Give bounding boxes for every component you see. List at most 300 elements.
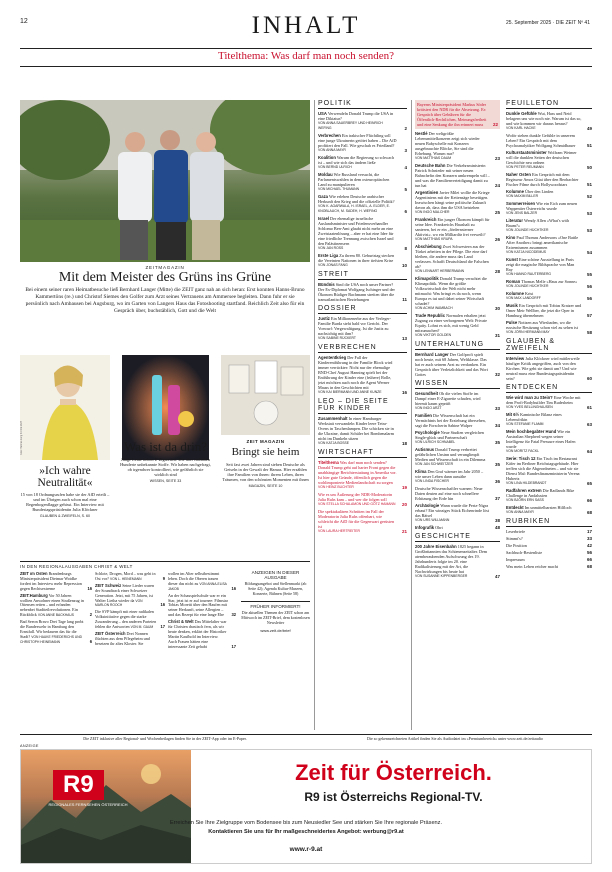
regional-item[interactable]: Bad Seeon Bravo Drei Tage lang probt die Bundeswehr in Hamburg den Ernstfall. Wir bedauern das für die Stadt? VON HAUKE FRIEDERICHS UND CHRISTOPH HEINEMANN 6 (20, 619, 92, 644)
toc-item-title: Familien (415, 413, 432, 418)
toc-item-text: Neue Studien vergleichen Single-glück und Partnerschaft (415, 430, 484, 440)
section-wirtschaft: WIRTSCHAFT (318, 449, 407, 458)
toc-item[interactable] (318, 216, 407, 251)
toc-item-page: 38 (494, 518, 500, 523)
toc-item-text: Ein junger Ökonom kämpft für seine Idee. Frankreichs Haushalt zu sanieren, bei er ein „fördernsterner Aktivist«. wo ein Milliardär frei verweilt? (415, 217, 490, 237)
toc-item-text: Wann wurde die Pertz-Nigra erbaut? Ein winziges Stück Eichenrinde löst das Rätsel (415, 503, 490, 518)
toc-item-page: 56 (586, 550, 592, 555)
toc-item-page: 58 (586, 330, 592, 335)
hero-teaser: Bei einem seiner raren Heimatbesuche ließ Bernhard Langer (Mitte) die ZEIT ganz nah an sich heran: Erst konnten Hanns-Bruno Kammertöns (re.) und Christof Siemes den Golfer zum Arzt seines Vertrauens am Ammersee begleiten. Dann fuhr er sie persönlich nach Ambausen bei Augsburg, wo im Garten von Langers Haus das Fotoshooting startfand. Reichlich Zeit also für ein Gespräch über, buchstäblich, Gott und die Welt (25, 287, 305, 314)
anzeigen-heading: ANZEIGEN IN DIESER AUSGABE (251, 570, 300, 580)
toc-item-page: 47 (494, 574, 500, 579)
toc-item-title: Kolumne (506, 189, 524, 194)
toc-item-author: VON LINA HILDEBRANDT (506, 481, 547, 485)
section-dossier: DOSSIER (318, 305, 407, 314)
toc-item[interactable] (506, 529, 592, 534)
hero-kicker: ZEITMAGAZIN (145, 265, 185, 270)
toc-item-text: Impressum (506, 557, 525, 562)
toc-item-page: 21 (401, 529, 407, 534)
toc-item-text: Eine Woche mit dem Profi-Bodybuilder Tim Budesheim (506, 395, 581, 405)
regional-col-2 (95, 572, 165, 649)
toc-item-text: Zwei Schwestern aus der Türkei arbeiten in der Pflege. Die eine darf bleiben, die andere muss das Land verlassen. Schafft Deutschland die Falschen ab? (415, 244, 489, 269)
toc-item-page: 33 (586, 536, 592, 541)
regional-col-4 (241, 570, 310, 633)
toc-item-page: 36 (494, 479, 500, 484)
regional-item[interactable]: An der Schauspielschule war er ein Star, jetzt ist er auf tournee: Filmstar Tobias Moretti über den Haufen mit seiner Herkunft, seine Allergien – und das Rezept für eine lange Ehe 32 (168, 592, 236, 618)
toc-item-title: Koalition (318, 155, 336, 160)
toc-item[interactable] (506, 279, 592, 289)
ad-body-1: Erreichen Sie Ihre Zielgruppe vom Bodensee bis zum Neusiedler See und stärken Sie Ihre regionale Präsenz. (169, 820, 443, 826)
toc-item-page: 42 (586, 543, 592, 548)
toc-item[interactable] (415, 190, 500, 215)
toc-item[interactable] (318, 316, 407, 341)
toc-item-page: 56 (586, 296, 592, 301)
toc-item[interactable] (415, 447, 500, 467)
toc-item[interactable] (506, 111, 592, 131)
toc-item-title: Zusammenhalt (318, 416, 348, 421)
page-number: 12 (20, 18, 28, 25)
toc-item[interactable] (506, 150, 592, 170)
toc-item-author: VON INGO ARZT (415, 406, 442, 410)
toc-item-title: Kolumne (506, 291, 524, 296)
toc-item-text: Die Radlands Bike Challenge in Andalusien (506, 488, 575, 498)
toc-item-text: Der weltgrößte Lebensmittelkonzern zeigt sich wieder neuen Babyschelle mit Konzern ausgebrauchte Blöcke, Sie sind die Erhebung. Warum nur? (415, 131, 480, 156)
toc-item-page: 68 (586, 510, 592, 515)
toc-item-page: 52 (586, 194, 592, 199)
toc-item-text: Thomas Melle »Haus zur Sonne« (521, 279, 578, 284)
toc-item-page: 10 (401, 263, 407, 268)
section-feuilleton: FEUILLETON (506, 100, 592, 109)
feature-teaser: Seit fast zwei Jahren sind sieben Deutsche als Geiseln in der Gewalt der Hamas. Hier erzählen ihre Familien von ihnen: ihrem Leben, ihren Träumen, von den schönsten Momenten mit ihnen (222, 462, 309, 482)
toc-item-author: VON HANNO RAUTERBERG (506, 272, 552, 276)
toc-item-page: 35 (494, 462, 500, 467)
ad-logo: R9 (53, 770, 104, 800)
toc-item-title: Argentinien (415, 190, 439, 195)
toc-item-page: 5 (404, 187, 407, 192)
toc-item[interactable] (506, 488, 592, 503)
toc-item-text: Was mein Leben reicher macht (506, 564, 558, 569)
toc-item[interactable] (506, 356, 592, 381)
toc-item[interactable] (506, 456, 592, 486)
toc-item-title: Moldau (318, 172, 333, 177)
toc-item-title: Erste Liga (318, 253, 339, 258)
toc-item-author: VON KATJA BOSSE (318, 441, 350, 445)
toc-item-title: Roman (506, 279, 521, 284)
toc-item-text: Die Wissenschaft hat ein Vermächtnis bei der Erziehung übersehen, sagt die Forscherin Sabine Walper (415, 413, 486, 428)
toc-item-soeder[interactable]: Bayerns Ministerpräsident Markus Söder kritisiert den NDR für die Absetzung. Er: Gespräch über Gebühren für die Öffentlich-Rechtlichen, Meinungsfreiheit und eine Senkung die ihn erinnert muss 22 (417, 102, 498, 127)
toc-item-page: 17 (586, 529, 592, 534)
column-left (318, 100, 407, 730)
toc-item-text: Paul Thomas Andersons »One Battle After Another« bringt amerikanische Extremismen zusammen (506, 235, 579, 250)
toc-item-text: Der ehemalige israelische Auslandsminister und Friedensverhandler Schlomo Ben-Ami glaubt nicht mehr an eine Zweistaatenlösung – aber er hat eine Idee für eine friedliche Trennung zwischen Israel und den Palästinensern (318, 216, 394, 246)
regional-item[interactable]: ZEIT im Osten Brandenburgs Ministerpräsident Dietmar Woidke fordert im Interview mehr Repression gegen Rechtsextreme 16 (20, 572, 92, 591)
toc-item-page: 53 (586, 211, 592, 216)
toc-item-author: VON URS WILLMANN (415, 518, 450, 522)
toc-item-page: 68 (586, 564, 592, 569)
toc-item[interactable] (506, 550, 592, 555)
issue-date: 25. September 2025 · DIE ZEIT Nº 41 (506, 20, 590, 26)
toc-item-text: Wie ein Australian Shepherd wegen seiner Intelligenz für Fatal Pressure eines Hafen wurde (506, 429, 576, 449)
toc-item-page: 60 (586, 376, 592, 381)
toc-item-text: Die Position (506, 543, 527, 548)
toc-item[interactable] (415, 430, 500, 445)
toc-item-title: Sommerreisen (506, 201, 536, 206)
toc-item-author: VON MAXIM BILLER (506, 194, 539, 198)
toc-item[interactable] (318, 460, 407, 490)
toc-item[interactable] (506, 543, 592, 548)
toc-item-text: Wie ein Eich zum neuen Wappentier Österreichs wurde (506, 201, 578, 211)
feature-photo-kloeckner (20, 355, 110, 460)
ad-logo-sub: REGIONALES FERNSEHEN ÖSTERREICH (48, 802, 128, 807)
toc-item[interactable] (318, 253, 407, 268)
toc-item-page: 37 (494, 496, 500, 501)
toc-item[interactable] (415, 352, 500, 377)
regional-item[interactable]: ZEIT:Hamburg Vor 50 Jahren wollten Anwohner einen Straßenzug in Ottensen retten – und erfanden nebenbei Stadtteilrevolutionen. Ein Rückblick VON ANNE BACKHAUS 2 (20, 592, 92, 618)
feature-kicker: ZEIT MAGAZIN (246, 439, 285, 444)
photo-credit: Foto: Hannes Jung für DIE ZEIT (20, 420, 23, 455)
toc-item-author: VON LENNART HERBERMANN (415, 269, 465, 273)
toc-item-author: VON KATJA NICODEMUS (506, 250, 547, 254)
toc-item-text: Kaminische Bilanz eines Lebensfriktn (506, 412, 562, 422)
toc-item-page: 65 (586, 481, 592, 486)
toc-item[interactable] (506, 536, 592, 541)
toc-item[interactable] (318, 492, 407, 507)
toc-item[interactable] (506, 133, 592, 148)
toc-item-title: Musik (506, 303, 518, 308)
regional-item[interactable]: ZEIT Schweiz Seine Lieder waren der Soundtrack einer Schweizer Generation. Jetzt, mit 75 Jahren, ist Walter Lietha wieder da VON MARLON ROOCH 16 (95, 582, 165, 608)
feature-teaser: 15 von 18 Ordnungsrufen habe sie der AfD erteilt – und im Übrigen auch schon mal eine Regenbogenflagge gehisst. Ein Interview mit Bundestagspräsidentin Julia Klöckner (20, 492, 110, 512)
toc-item-author: VON YVES BELLINGHAUSEN (506, 405, 553, 409)
feature-teaser: Junge Leute lieben E-Zigaretten. Die aber enthalten Hunderte unbekannte Stoffe. Wir haben nachgefragt, ob irgendwer kontrolliert, wie gefährlich sie wirklich sind (120, 457, 211, 477)
toc-item[interactable] (506, 235, 592, 255)
frueher-text: Die aktuellen Themen der ZEIT schon am Mittwoch im ZEIT-Brief, dem kostenlosen Newsletter (241, 610, 310, 625)
toc-item-author: VON KARL HACKE (506, 126, 536, 130)
toc-item-text: Wie erleben Deutsche arabischer Herkunft den Krieg und die offizielle Politik? (318, 194, 395, 204)
toc-item-text: Sind die USA noch unser Partner? Der Ex-Diplomat Wolfgang Ischinger und der Ökonom Rüdiger Bachmann streiten über die transatlantischen Beziehungen (318, 282, 395, 302)
toc-item-page: 53 (586, 228, 592, 233)
toc-item-title: Interview (506, 356, 525, 361)
toc-item[interactable] (415, 486, 500, 501)
toc-item[interactable] (415, 413, 500, 428)
toc-item-author: VON LINDA FISCHER (415, 479, 449, 483)
toc-item-title: Frankreich (415, 217, 437, 222)
regional-col-3 (168, 572, 236, 652)
toc-item[interactable] (318, 355, 407, 395)
toc-item-page: 23 (494, 156, 500, 161)
footer-note-right: Die so gekennzeichneten Artikel finden Sie als Audiodatei im »Premiumbereich« unter www.zeit.de/zeitaudio (366, 736, 544, 741)
toc-item-title: Pulse (506, 320, 518, 325)
footer-note-left: Die ZEIT inklusive aller Regional- und Wochenbeilagen finden Sie in der ZEIT-App oder im E-Paper. (83, 736, 247, 741)
toc-item-text: Die spektakulären Schritten im Fall der Moderatorin Julia Ruhs offenbart, wie schleicht die AfD für die Gegenwart gerüsten ist (318, 509, 395, 529)
hero-photo (20, 100, 310, 262)
newsletter-link[interactable]: www.zeit.de/brief (260, 627, 291, 633)
toc-item-title: Kulturstaatsminister (506, 150, 547, 155)
toc-item[interactable] (506, 320, 592, 335)
toc-item-author: VON BJÖRN ERN SASS (506, 498, 544, 502)
toc-item-text: Ohrt (435, 525, 443, 530)
toc-item-author: VON MORITZ FACKL (506, 449, 539, 453)
toc-item-title: Radfahren extrem (506, 488, 542, 493)
toc-item-title: Klimapolitik (415, 276, 439, 281)
toc-item-title: Entdeckt (506, 505, 524, 510)
toc-item-text: Ob die vielen Stoffe im Dampf einer E-Zigarette schaden, wird hiermit kaum geprüft (415, 391, 481, 406)
toc-item-text: Notizen aus Wiesbaden, wo die russische Besitzung schon viel zu sehen ist (506, 320, 578, 330)
feature-meta: WISSEN, SEITE 33 (149, 479, 182, 483)
toc-item-title: Abschiebung (415, 244, 442, 249)
toc-item[interactable] (415, 525, 500, 530)
section-entdecken: ENTDECKEN (506, 384, 592, 393)
toc-item-text: Normalen erhalten jetzt Zugang zu einer verborgenen Welt: Private Equity. Lohnt es sich, mit wenig Geld mitzumachen? (415, 313, 487, 333)
toc-item-text: Ein Tisch im Restaurant Käfer im Berliner Reichstagsgebäude. Hier treffen sich die Abgeordneten – und wir sie Dienst Mal: Bundesfinanzministerin Verena Hubertz (506, 456, 580, 481)
toc-item[interactable] (415, 313, 500, 338)
toc-item-author: VON ANNA SAUERBREY UND HEINRICH WEFING (318, 121, 383, 130)
regional-item[interactable]: ZEIT Österreich Drei Nonnen flüchten aus dem Pflegeheim und besetzen ihr altes Kloster. Sie (95, 630, 150, 646)
toc-item-text: Warum die Regierung so schwach ist – und wie sich das ändern ließe (318, 155, 395, 165)
section-streit: STREIT (318, 271, 407, 280)
toc-item-text: Ein Gespräch mit dem Regisseur Amos Gitai über den Beobachter Fischer Filme durch Hollywoodstars (506, 172, 579, 187)
toc-item-page: 51 (586, 143, 592, 148)
toc-item-author: VON JAN ROSS (318, 246, 344, 250)
regional-item[interactable]: wollen im Alter selbstbestimmt leben. Doch die Oberen trauen dieser das nicht zu VON ANNA-ELISA JAKOB 16 (168, 572, 236, 591)
toc-item-title: Trade Republic (415, 313, 446, 318)
toc-item-author: VON JÖRN HERMANN MAY (506, 330, 550, 334)
toc-item[interactable] (415, 276, 500, 311)
toc-item-author: VON VIKTOR GOLDEN (415, 333, 452, 337)
toc-item-page: 20 (401, 502, 407, 507)
ad-headline: Zeit für Österreich. (295, 760, 492, 785)
toc-item-title: Titelthema (318, 460, 339, 465)
toc-item[interactable] (318, 172, 407, 192)
toc-item[interactable] (415, 391, 500, 411)
toc-item-title: Nestlé (415, 131, 428, 136)
toc-item-page: 25 (494, 210, 500, 215)
toc-item-page: 30 (494, 306, 500, 311)
toc-item[interactable] (506, 257, 592, 277)
toc-item-text: Deutsche Wissenschaftler warnen: Neue Daten deuten auf eine noch schnellere Erhitzung der Erde hin (415, 486, 483, 501)
toc-item-text: Wendy Allen »What's with Baum?« (506, 218, 569, 228)
toc-item-title: Klima (415, 469, 427, 474)
ad-banner[interactable] (20, 749, 592, 864)
regional-col-1 (20, 572, 92, 647)
toc-item-title: Deutsche Bahn (415, 163, 446, 168)
page-title: INHALT (251, 12, 361, 39)
toc-item-author: VON KAI BIERMANN UND ANNE KUNZE (318, 390, 382, 394)
toc-item[interactable] (318, 111, 407, 131)
ad-url[interactable]: www.r-9.at (289, 846, 323, 853)
ad-subline: R9 ist Österreichs Regional-TV. (304, 790, 483, 804)
toc-item-author: VON LAURA HERTREITER (318, 529, 360, 533)
toc-item[interactable] (506, 564, 592, 569)
toc-item-author: VON JOLINDE HÜCHTKER (506, 228, 549, 232)
toc-item-author: VON MATTHIAS KRUPA (415, 237, 453, 241)
toc-item-page: 61 (586, 405, 592, 410)
toc-item[interactable] (506, 189, 592, 199)
toc-item-page: 50 (586, 165, 592, 170)
toc-item-author: VON MAX LANDORFF (506, 296, 541, 300)
toc-item-author: VON JONAS FANG (318, 263, 348, 267)
title-topic: Titelthema: Was darf man noch senden? (218, 50, 394, 62)
toc-item[interactable] (506, 291, 592, 301)
toc-item-page: 8 (404, 246, 407, 251)
toc-item[interactable] (318, 509, 407, 534)
toc-item-page: 64 (586, 449, 592, 454)
toc-item-title: 200 Jahre Eisenbahn (415, 544, 457, 549)
toc-item-text: Über den Linden (524, 189, 554, 194)
toc-item-page: 34 (494, 423, 500, 428)
toc-item-text: Wie es um Äußerung der NDR-Moderatorin Julia Ruhs kam – und wer die folgen soll (318, 492, 393, 502)
toc-item-page: 31 (494, 333, 500, 338)
toc-item[interactable] (318, 155, 407, 170)
toc-item-page: 48 (494, 525, 500, 530)
toc-item-page: 13 (401, 336, 407, 341)
toc-item-title: Kino (506, 235, 516, 240)
toc-item-author: VON ACHIM WAMBACH (415, 306, 453, 310)
toc-item-author: VON SUSANNE KIPPENBERGER (415, 574, 468, 578)
toc-item-text: Wie Russland versucht, die Parlamentswahlen in dem osteuropäischen Land zu manipulieren (318, 172, 390, 187)
toc-item-text: Krisi (524, 291, 534, 296)
toc-item-page: 2 (404, 126, 407, 131)
feature-headline: Was ist da drin? (123, 440, 208, 454)
toc-item-author: VON INGO MALCHER (415, 210, 450, 214)
section-geschichte: GESCHICHTE (415, 533, 500, 542)
toc-item-author: VON JOLINDE HÜCHTKER (506, 284, 549, 288)
toc-item-page: 28 (494, 269, 500, 274)
toc-item-text: Javier Milei wollte die Kriege Argentiniens mit der Kettensäge beseitigen. Inzwischen hängt seine politische Zukunft davon ab, dass ihm die USA beistehen (415, 190, 490, 210)
toc-item[interactable] (415, 503, 500, 523)
toc-item[interactable] (506, 412, 592, 427)
toc-item[interactable] (415, 217, 500, 242)
toc-item-title: Agententkrieg (318, 355, 347, 360)
toc-item-title: Wie wird man zu Stein? (506, 395, 553, 400)
ad-label: ANZEIGE (20, 744, 39, 748)
toc-item-page: 32 (494, 372, 500, 377)
toc-item-title: Israel (318, 216, 329, 221)
feature-ecig[interactable] (120, 440, 211, 483)
toc-item-page: 54 (586, 250, 592, 255)
section-rubriken: RUBRIKEN (506, 518, 592, 527)
toc-item-text: Ein Millionenerbe aus der Verleger-Familie Burda steht bald vor Gericht. Der Vorwurf: Vergewaltigung. Ist die Justiz zu nachsichtig mit ihm? (318, 316, 391, 336)
toc-item-page: 49 (586, 126, 592, 131)
toc-item-page: 66 (586, 557, 592, 562)
toc-item[interactable] (415, 544, 500, 579)
ad-body-2: Kontaktieren Sie uns für Ihr maßgeschneidertes Angebot: werbung@r9.at (208, 829, 404, 835)
toc-item-text: Donald Trump verachtet die Klimapolitik. Wenn die größte Volkswirtschaft der Welt nicht mehr mitmacht: Was bringt es da noch, wenn Europa es tut und dabei seiner Wirtschaft schadet? (415, 276, 487, 306)
toc-item-page: 24 (494, 183, 500, 188)
toc-item-page: 18 (401, 441, 407, 446)
toc-item-text: Der Golfprofi spielt noch heute, mit 68 Jahren, Weltklasse. Das hat er auch seinem Arzt zu verdanken. Ein Gespräch über Verletzlichkeit und das Wort Gottes (415, 352, 488, 377)
toc-item-author: VON ANNA MAYR (318, 148, 346, 152)
section-wissen: WISSEN (415, 380, 500, 389)
toc-item-author: VON STELLA SCHALAMON UND GÖTZ HAMANN (318, 502, 396, 506)
toc-item[interactable] (415, 131, 500, 161)
toc-item-text: Eine schöne Ausstellung in Paris zeigt die magische Bildsprache von Man Ray (506, 257, 575, 272)
toc-item-page: 66 (586, 498, 592, 503)
section-verbrechen: VERBRECHEN (318, 344, 407, 353)
toc-item-author: VON JENS BALZER (506, 211, 538, 215)
toc-item-text: Den Graf wärmer im Jahr 2050 – wie unser Leben dann aussähe (415, 469, 484, 479)
toc-item[interactable] (415, 469, 500, 484)
column-middle (415, 100, 500, 730)
toc-item-title: Serie: Tisch 12 (506, 456, 536, 461)
toc-item-title: Literatur (506, 218, 523, 223)
column-right (506, 100, 592, 730)
toc-item-author: VON ANNA MAYR (506, 510, 534, 514)
toc-item-title: Justiz (318, 316, 330, 321)
section-glauben: GLAUBEN & ZWEIFELN (506, 338, 592, 354)
toc-item-page: 3 (404, 148, 407, 153)
feature-headline: Bringt sie heim (231, 446, 300, 458)
toc-item[interactable] (506, 172, 592, 187)
toc-item-page: 33 (494, 406, 500, 411)
toc-item[interactable] (506, 505, 592, 515)
toc-item[interactable] (506, 395, 592, 410)
toc-item-title: Bernhard Langer (415, 352, 449, 357)
section-unterhaltung: UNTERHALTUNG (415, 341, 500, 350)
toc-item[interactable] (318, 133, 407, 153)
toc-item[interactable] (318, 282, 407, 302)
toc-item-text: Sachbuch-Bestenliste (506, 550, 543, 555)
toc-item-text: Stimmt's? (506, 536, 523, 541)
toc-item[interactable] (506, 429, 592, 454)
regional-header: IN DEN REGIONALAUSGABEN CHRIST & WELT (20, 564, 133, 569)
toc-item-title: Mit 6½ (506, 412, 520, 417)
toc-item[interactable] (506, 218, 592, 233)
toc-item-text: Ein irakischer Flüchtling soll eine junge Ukrainerin getötet haben – Die AfD profitiert den Fall. Wie geschah es Friedland? (318, 133, 397, 148)
feature-headline: »Ich wahre Neutralität« (37, 465, 93, 489)
regional-item[interactable]: Christ & Welt Das Mittelalter war für Christen drastisch fern, als wir heute denken, erklärt der Historiker Martin Kaufhold im Interview. Auch Frauen hätten eine interessante Zeit gehabt 17 (168, 619, 236, 649)
feature-photo-hostages (221, 355, 310, 435)
hero-headline[interactable]: Mit dem Meister des Grüns ins Grüne (58, 270, 272, 285)
toc-item-text: Donald Trump verbreitet gefährlichen Unsinn und verunglimpft Medien und Wissenschaft in ein Dilemma (415, 447, 486, 462)
feature-meta: MAGAZIN, SEITE 10 (248, 484, 283, 488)
feature-kloeckner[interactable] (20, 465, 110, 518)
toc-item[interactable] (506, 303, 592, 318)
toc-item-text: Was darf man noch senden? Donald Trump geht auf harter Front gegen die unabhängige Berichterstattung in Amerika vor. Ist hier gute Gründe, öffentlich gegen die wohlimponierte Medienlandschaft zu sorgen (318, 460, 397, 485)
toc-item-text: Leserbriefe (506, 529, 526, 534)
toc-item-author: VON HEINZ BUCHTER (318, 485, 354, 489)
toc-item-page: 6 (404, 209, 407, 214)
toc-item-title: Verbrechen (318, 133, 341, 138)
toc-item[interactable] (318, 194, 407, 214)
toc-item[interactable] (415, 163, 500, 188)
toc-item[interactable] (318, 416, 407, 446)
toc-item[interactable] (506, 557, 592, 562)
frueher-heading: FRÜHER INFORMIERT! (241, 601, 310, 609)
toc-item-page: 19 (401, 485, 407, 490)
feature-hostages[interactable] (221, 439, 310, 488)
regional-item[interactable]: Die SVP kämpft mit einer radikalen Volksinitiative gegen die starke Zuwanderung – den anderen Parteien fehlen die Antworten VON M. GAUM 17 (95, 609, 165, 630)
toc-item-page: 63 (586, 422, 592, 427)
feature-meta: GLAUBEN & ZWEIFELN, S. 60 (39, 514, 91, 518)
toc-item-title: Naher Osten (506, 172, 531, 177)
toc-item-author: VON STEFANIE FLAMM (506, 422, 544, 426)
toc-item-text: Der Fall der Kinderentführung in der Familie Block wird immer verrückter: Nicht nur der ehemalige BND-Chef August Hanning spielt bei der Entführung der Kinder eine (frühere) Rolle, jetzt möchten auch noch die Agent Werner Mauss in den Geschichten mit (318, 355, 393, 390)
toc-item-text: Wut, Hass und Neid belagern uns wie noch nie. Warum ist das so, und wie kommen wir daraus heraus? (506, 111, 582, 126)
section-leo: LEO – DIE SEITE FÜR KINDER (318, 398, 407, 414)
toc-item-title: Infografik (415, 525, 435, 530)
regional-item[interactable]: Schlote, Drogen, Mord – was geht in Ost vor? VON L. HEINEMANN 9 (95, 572, 165, 581)
section-politik: POLITIK (318, 100, 407, 109)
toc-item-page: 35 (494, 440, 500, 445)
toc-item-author: VON PETER REUMANN (506, 165, 544, 169)
toc-item-text: 1825 begann in Großbritannien das Schienenzeitalter. Dem atemberaubenden Aufschwung des 19. Jahrhunderts folgte im 20. eine Radikalisierung mit der Art, die Nachwirkungen bis heute hat (415, 544, 488, 574)
toc-item[interactable] (506, 201, 592, 216)
toc-item-page: 55 (586, 272, 592, 277)
toc-item[interactable] (415, 244, 500, 274)
toc-item-author: VON K. AGARWALA, H. ISRAEL, A. ELDER, E. KNOBLAUCH, M. SADEH, H. WEFING (318, 204, 390, 213)
toc-item-text: Verwendeln Donald Trump die USA in eine Diktatur? (318, 111, 394, 121)
toc-item-text: In einer Hamburger Werkstatt verwandeln Kinder leere Tetra-Ovens in Taschenlampen. Die schicken sie in die Ukraine, damit Schüler bei Bombenalarm nicht im Dunkeln sitzen (318, 416, 395, 441)
